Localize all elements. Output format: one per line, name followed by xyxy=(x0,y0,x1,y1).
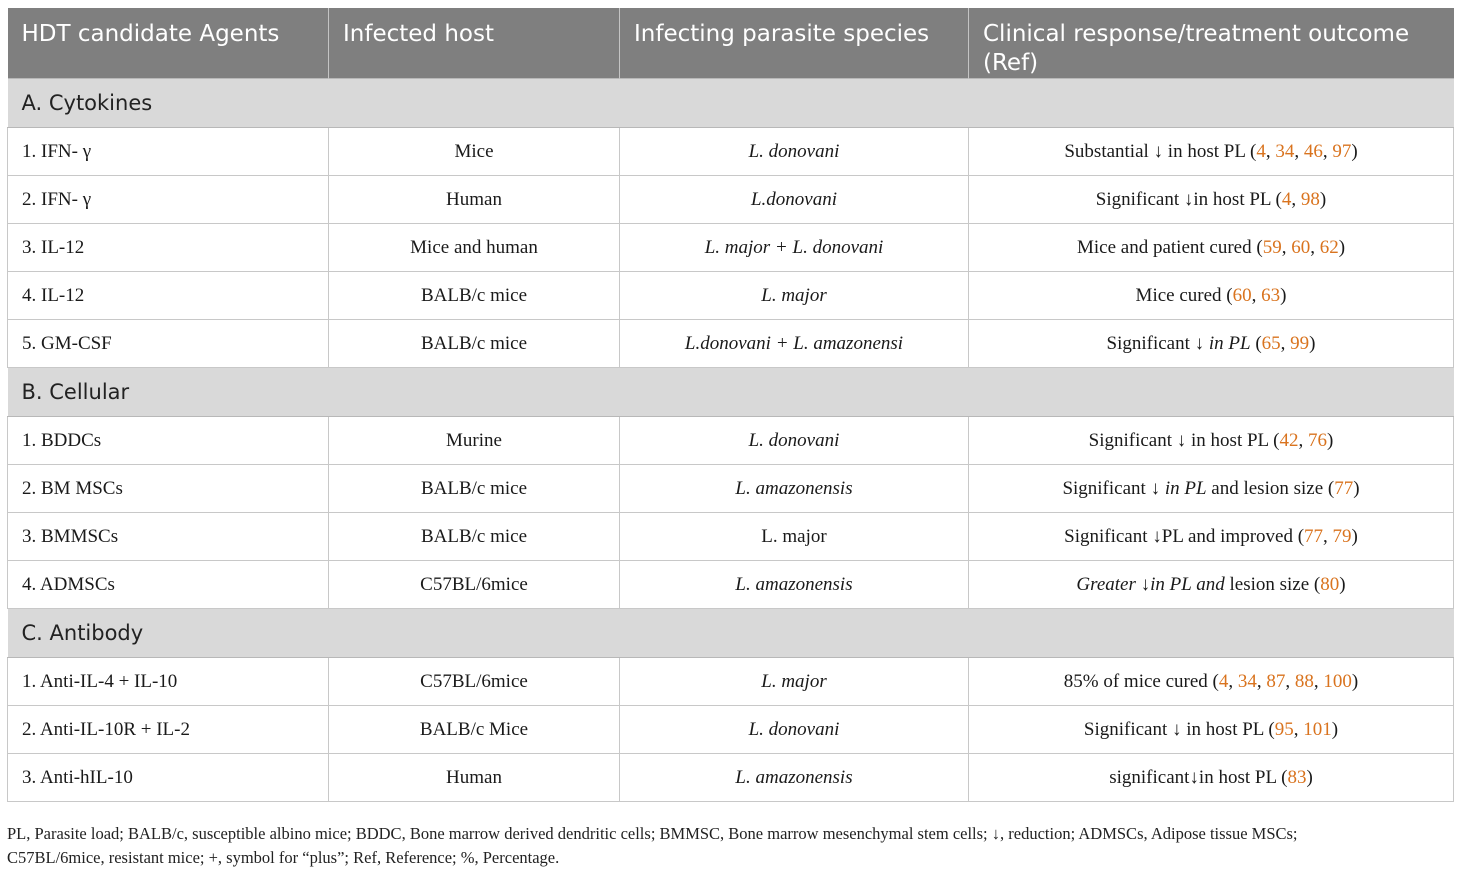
agent-cell: 3. BMMSCs xyxy=(8,513,329,561)
species-cell: L. donovani xyxy=(620,417,969,465)
outcome-text: Significant ↓ in host PL ( xyxy=(1088,429,1280,451)
agent-cell: 1. BDDCs xyxy=(8,417,329,465)
reference-link[interactable]: 76 xyxy=(1308,429,1328,451)
table-row xyxy=(8,465,1454,513)
reference-link[interactable]: 100 xyxy=(1323,670,1352,692)
reference-link[interactable]: 80 xyxy=(1320,573,1340,595)
table-container xyxy=(7,8,1453,802)
table-row xyxy=(8,128,1454,176)
outcome-text: Significant ↓PL and improved ( xyxy=(1064,525,1305,547)
agent-cell: 5. GM-CSF xyxy=(8,320,329,368)
species-cell: L. major + L. donovani xyxy=(620,224,969,272)
agent-cell: 3. Anti-hIL-10 xyxy=(8,754,329,802)
table-row xyxy=(8,706,1454,754)
host-cell: BALB/c mice xyxy=(329,320,620,368)
reference-link[interactable]: 101 xyxy=(1303,718,1332,740)
table-row xyxy=(8,754,1454,802)
host-cell: C57BL/6mice xyxy=(329,561,620,609)
reference-link[interactable]: 77 xyxy=(1334,477,1354,499)
species-cell: L. major xyxy=(620,513,969,561)
outcome-italic: in PL xyxy=(1208,332,1251,354)
agent-cell: 2. BM MSCs xyxy=(8,465,329,513)
section-row xyxy=(8,368,1454,417)
agent-cell: 3. IL-12 xyxy=(8,224,329,272)
table-row xyxy=(8,658,1454,706)
header-species: Infecting parasite species xyxy=(620,8,969,79)
outcome-cell: Significant ↓ in PL (65, 99) xyxy=(969,320,1454,368)
outcome-cell: Mice cured (60, 63) xyxy=(969,272,1454,320)
reference-link[interactable]: 63 xyxy=(1261,284,1281,306)
species-cell: L. donovani xyxy=(620,128,969,176)
host-cell: C57BL/6mice xyxy=(329,658,620,706)
outcome-text: significant↓in host PL ( xyxy=(1109,766,1288,788)
reference-link[interactable]: 60 xyxy=(1291,236,1311,258)
outcome-text: Significant ↓ xyxy=(1062,477,1165,499)
reference-link[interactable]: 34 xyxy=(1275,140,1295,162)
outcome-italic: Greater ↓in PL and xyxy=(1076,573,1225,595)
section-row xyxy=(8,79,1454,128)
header-outcome: Clinical response/treatment outcome (Ref) xyxy=(969,8,1454,79)
reference-link[interactable]: 4 xyxy=(1218,670,1229,692)
reference-link[interactable]: 88 xyxy=(1294,670,1314,692)
outcome-cell: 85% of mice cured (4, 34, 87, 88, 100) xyxy=(969,658,1454,706)
reference-link[interactable]: 4 xyxy=(1281,188,1292,210)
reference-link[interactable]: 4 xyxy=(1256,140,1266,162)
species-cell: L. major xyxy=(620,272,969,320)
agent-cell: 2. Anti-IL-10R + IL-2 xyxy=(8,706,329,754)
outcome-cell: Greater ↓in PL and lesion size (80) xyxy=(969,561,1454,609)
species-cell: L. amazonensis xyxy=(620,561,969,609)
host-cell: BALB/c Mice xyxy=(329,706,620,754)
table-row xyxy=(8,320,1454,368)
table-row xyxy=(8,513,1454,561)
outcome-cell: Significant ↓ in PL and lesion size (77) xyxy=(969,465,1454,513)
reference-link[interactable]: 59 xyxy=(1262,236,1282,258)
reference-link[interactable]: 42 xyxy=(1279,429,1299,451)
host-cell: BALB/c mice xyxy=(329,513,620,561)
host-cell: BALB/c mice xyxy=(329,465,620,513)
table-row xyxy=(8,272,1454,320)
species-cell: L. donovani xyxy=(620,706,969,754)
outcome-cell: Significant ↓ in host PL (95, 101) xyxy=(969,706,1454,754)
reference-link[interactable]: 60 xyxy=(1232,284,1252,306)
header-agents: HDT candidate Agents xyxy=(8,8,329,79)
host-cell: Human xyxy=(329,176,620,224)
agent-cell: 2. IFN- γ xyxy=(8,176,329,224)
outcome-text: Mice and patient cured ( xyxy=(1076,236,1263,258)
reference-link[interactable]: 83 xyxy=(1287,766,1307,788)
reference-link[interactable]: 95 xyxy=(1274,718,1294,740)
outcome-text-post: lesion size ( xyxy=(1224,573,1321,595)
host-cell: Mice xyxy=(329,128,620,176)
species-cell: L.donovani + L. amazonensi xyxy=(620,320,969,368)
outcome-text-post: and lesion size ( xyxy=(1206,477,1335,499)
table-row xyxy=(8,176,1454,224)
reference-link[interactable]: 65 xyxy=(1261,332,1281,354)
reference-link[interactable]: 46 xyxy=(1303,140,1323,162)
species-cell: L.donovani xyxy=(620,176,969,224)
species-cell: L. major xyxy=(620,658,969,706)
host-cell: BALB/c mice xyxy=(329,272,620,320)
table-row xyxy=(8,561,1454,609)
reference-link[interactable]: 79 xyxy=(1332,525,1352,547)
reference-link[interactable]: 98 xyxy=(1300,188,1320,210)
header-row xyxy=(8,8,1454,79)
outcome-cell: Mice and patient cured (59, 60, 62) xyxy=(969,224,1454,272)
table-row xyxy=(8,417,1454,465)
section-title: C. Antibody xyxy=(8,609,1454,658)
outcome-cell: Significant ↓PL and improved (77, 79) xyxy=(969,513,1454,561)
reference-link[interactable]: 99 xyxy=(1290,332,1310,354)
agent-cell: 1. IFN- γ xyxy=(8,128,329,176)
agent-cell: 1. Anti-IL-4 + IL-10 xyxy=(8,658,329,706)
outcome-cell: Substantial ↓ in host PL (4, 34, 46, 97) xyxy=(969,128,1454,176)
outcome-cell: significant↓in host PL (83) xyxy=(969,754,1454,802)
table-body xyxy=(8,79,1454,802)
outcome-text: Significant ↓ xyxy=(1106,332,1209,354)
outcome-cell: Significant ↓in host PL (4, 98) xyxy=(969,176,1454,224)
species-cell: L. amazonensis xyxy=(620,465,969,513)
hdt-agents-table xyxy=(7,8,1454,802)
outcome-text-post: ( xyxy=(1250,332,1262,354)
outcome-text: 85% of mice cured ( xyxy=(1063,670,1219,692)
species-cell: L. amazonensis xyxy=(620,754,969,802)
outcome-italic: in PL xyxy=(1164,477,1207,499)
reference-link[interactable]: 34 xyxy=(1237,670,1257,692)
section-title: B. Cellular xyxy=(8,368,1454,417)
footnote-line-2: C57BL/6mice, resistant mice; +, symbol for “plus”; Ref, Reference; %, Percentage. xyxy=(7,848,560,867)
section-title: A. Cytokines xyxy=(8,79,1454,128)
host-cell: Murine xyxy=(329,417,620,465)
agent-cell: 4. ADMSCs xyxy=(8,561,329,609)
outcome-text: Substantial ↓ in host PL ( xyxy=(1064,140,1257,162)
outcome-text: Mice cured ( xyxy=(1135,284,1233,306)
reference-link[interactable]: 77 xyxy=(1304,525,1324,547)
reference-link[interactable]: 87 xyxy=(1266,670,1286,692)
agent-cell: 4. IL-12 xyxy=(8,272,329,320)
reference-link[interactable]: 97 xyxy=(1332,140,1352,162)
host-cell: Mice and human xyxy=(329,224,620,272)
host-cell: Human xyxy=(329,754,620,802)
reference-link[interactable]: 62 xyxy=(1319,236,1339,258)
section-row xyxy=(8,609,1454,658)
outcome-text: Significant ↓in host PL ( xyxy=(1095,188,1282,210)
outcome-cell: Significant ↓ in host PL (42, 76) xyxy=(969,417,1454,465)
footnote xyxy=(7,822,1457,870)
header-host: Infected host xyxy=(329,8,620,79)
outcome-text: Significant ↓ in host PL ( xyxy=(1083,718,1275,740)
table-row xyxy=(8,224,1454,272)
footnote-line-1: PL, Parasite load; BALB/c, susceptible albino mice; BDDC, Bone marrow derived dendritic cells; BMMSC, Bone marrow mesenchymal stem cells; ↓, reduction; ADMSCs, Adipose tissue MSCs; xyxy=(7,824,1298,843)
